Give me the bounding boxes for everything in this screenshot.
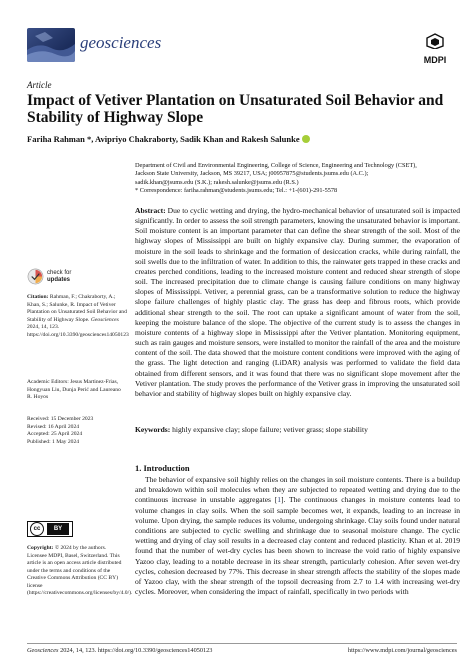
academic-editors: Academic Editors: Jesus Martinez-Frias, Hongyuan Liu, Dunja Perić and Laureano R. Hoyos xyxy=(27,379,121,401)
published-date: Published: 1 May 2024 xyxy=(27,438,80,445)
publication-history xyxy=(27,416,127,446)
intro-text-b: ]. The continuous changes in moisture contents lead to volume changes in clay soils. When the soil sample becomes wet, it expands, leading to an increase in volume. Upon drying, the sample reduces its volume, undergoing shrinkage. Clay soils found under natural conditions are subjected to cyclic swelling and shrinkage due to seasonal moisture change. The cyclic wetting and drying of clay soil results in a decreased clay content and reduced plasticity. Khan et al. 2019 found that the number of wet-dry cycles has been shown to increase the void ratio of highly expansive Yazoo clay, leading to a notable decrease in its shear strength, particularly cohesion. After seven wet-dry cycles, cohesion decreased by 77%. This decrease in shear strength affects the stability of the slopes made of Yazoo clay, with the shear strength of the topsoil decreasing from 2.7 to 1.4 with increasing wet-dry cycles. Moreover, when considering the impact of rainfall, specifically in two periods with xyxy=(135,495,461,597)
intro-text-a: The behavior of expansive soil highly relies on the changes in soil moisture contents. There is a buildup and breakdown within soil molecules when they are subjected to repeated wetting and drying due to the continuous increase in unstable aggregates [ xyxy=(135,475,460,505)
page-footer xyxy=(27,647,457,654)
copyright-text: © 2024 by the authors. Licensee MDPI, Basel, Switzerland. This article is an open access article distributed under the terms and conditions of the Creative Commons Attribution (CC BY) license (https://creativecommons.org/licenses/by/4.0/). xyxy=(27,545,133,597)
check-for-updates-button[interactable] xyxy=(27,268,127,288)
author-names: Fariha Rahman *, Avipriyo Chakraborty, Sadik Khan and Rakesh Salunke xyxy=(27,134,300,144)
accepted-date: Accepted: 25 April 2024 xyxy=(27,431,83,438)
citation-link[interactable]: 1 xyxy=(277,495,281,505)
cc-icon: cc xyxy=(30,522,44,536)
affiliation-line: sadik.khan@jsums.edu (S.K.); rakesh.salunke@jsums.edu (R.S.) xyxy=(135,178,299,186)
correspondence-line: * Correspondence: fariha.rahman@students.jsums.edu; Tel.: +1-(601)-291-5578 xyxy=(135,186,338,194)
citation-doi[interactable]: 2024, 14, 123. https://doi.org/10.3390/geosciences14050123 xyxy=(27,324,129,338)
cc-by-icon: BY xyxy=(47,523,69,535)
footer-journal: Geosciences xyxy=(27,647,59,654)
check-updates-text xyxy=(47,270,71,284)
keywords xyxy=(135,425,460,435)
abstract-label: Abstract: xyxy=(135,206,166,215)
citation-text: Rahman, F.; Chakraborty, A.; Khan, S.; Salunke, R. Impact of Vetiver Plantation on Unsaturated Soil Behavior and Stability of Highway Slope. xyxy=(27,294,127,323)
article-title: Impact of Vetiver Plantation on Unsaturated Soil Behavior and Stability of Highway Slope xyxy=(27,92,444,126)
footer-divider xyxy=(27,643,457,644)
citation-label: Citation: xyxy=(27,294,49,300)
check-updates-icon xyxy=(27,268,44,285)
section-heading: 1. Introduction xyxy=(135,463,190,473)
journal-name[interactable]: geosciences xyxy=(80,33,162,52)
article-type-label: Article xyxy=(27,80,52,90)
copyright-label: Copyright: xyxy=(27,545,54,551)
check-updates-line2: updates xyxy=(47,276,71,283)
affiliation-line: Jackson State University, Jackson, MS 39217, USA; j00957875@students.jsums.edu (A.C.); xyxy=(135,170,369,178)
footer-citation-text[interactable]: 2024, 14, 123. https://doi.org/10.3390/geosciences14050123 xyxy=(60,647,213,654)
orcid-icon[interactable] xyxy=(302,135,310,143)
footer-url[interactable]: https://www.mdpi.com/journal/geosciences xyxy=(347,647,457,654)
keywords-label: Keywords: xyxy=(135,425,171,434)
abstract-text: Due to cyclic wetting and drying, the hydro-mechanical behavior of unsaturated soil is impacted significantly. In order to assess the soil strength parameters, knowing the unsaturated behavior is important. Soil moisture content is an important parameter that can define the shear strength of the soil. Most of the highway slopes of Mississippi are built on highly expansive clay. During summer, the evaporation of moisture in the soil leads to shrinkage and the formation of desiccation cracks, while during rainfall, the soil swells due to the infiltration of water. In addition to this, the rainwater gets trapped in these cracks and creates perched conditions, leading to the increased moisture content and reduced shear strength of slope soil. The increased precipitation due to climate change is causing failure conditions on many highway slopes of Mississippi. Vetiver, a perennial grass, can be a transformative solution to reduce the highway slope failure challenges of highly plastic clay. The grass has deep and fibrous roots, which provide additional shear strength to the soil. The root can uptake a significant amount of water from the soil, keeping the moisture balance of the slope. The objective of the current study is to assess the changes in moisture contents of a highway slope in Mississippi after the Vetiver plantation. Monitoring equipment, such as rain gauges and moisture sensors, were installed to monitor the rainfall of the area and the moisture content of the soil. The data showed that the moisture content conditions were improved with the aging of the grass. The light detection and ranging (LiDAR) analysis was performed to validate the field data obtained from different sensors, and it was found that there was no significant slope movement after the Vetiver plantation. The study proves the performance of the Vetiver grass in improving the unsaturated soil behavior and stability of highway slopes built on highly expansive clay. xyxy=(135,206,461,398)
affiliation-line: Department of Civil and Environmental Engineering, College of Science, Engineering and Technology (CSET), xyxy=(135,162,417,169)
publisher-logo[interactable] xyxy=(417,33,453,65)
citation-block xyxy=(27,294,127,339)
journal-logo xyxy=(27,28,75,62)
check-updates-line1: check for xyxy=(47,270,72,276)
affiliations xyxy=(135,162,460,195)
author-list xyxy=(27,134,310,144)
journal-logo-graphic xyxy=(27,28,75,62)
introduction-paragraph xyxy=(135,475,460,597)
mdpi-hexagon-icon xyxy=(417,33,453,49)
keywords-text: highly expansive clay; slope failure; vetiver grass; slope stability xyxy=(172,425,368,434)
citation-journal: Geosciences xyxy=(90,316,119,323)
publisher-name: MDPI xyxy=(423,55,447,65)
received-date: Received: 15 December 2023 xyxy=(27,416,94,422)
footer-citation xyxy=(27,647,212,654)
revised-date: Revised: 16 April 2024 xyxy=(27,423,80,430)
cc-license-badge[interactable] xyxy=(27,521,73,537)
abstract xyxy=(135,206,460,399)
copyright-block xyxy=(27,545,133,598)
